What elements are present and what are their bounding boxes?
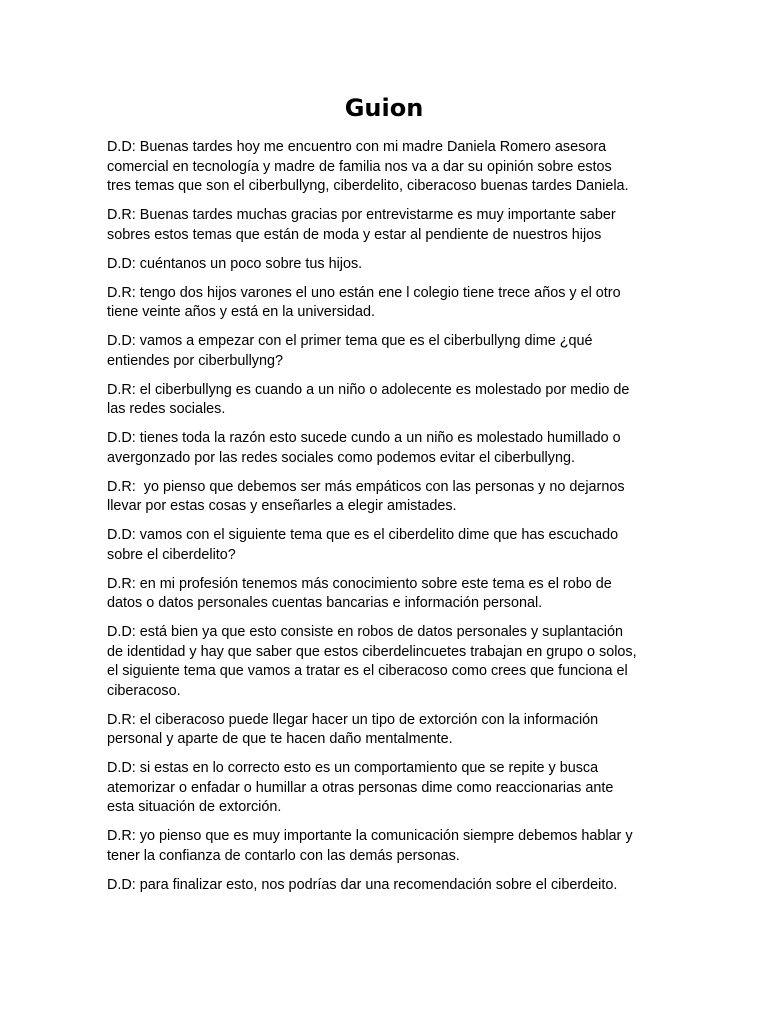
document-title: Guion (344, 94, 424, 122)
dialogue-paragraph (107, 876, 667, 896)
dialogue-paragraph (107, 284, 667, 323)
dialogue-line: personal y aparte de que te hacen daño mentalmente. (107, 731, 453, 747)
dialogue-line: D.R: Buenas tardes muchas gracias por entrevistarme es muy importante saber (107, 207, 616, 223)
dialogue-line: ciberacoso. (107, 682, 181, 699)
dialogue-line: D.R: el ciberacoso puede llegar hacer un tipo de extorción con la información (107, 711, 599, 728)
dialogue-line: sobres estos temas que están de moda y estar al pendiente de nuestros hijos (107, 226, 602, 243)
dialogue-line: datos o datos personales cuentas bancarias e información personal. (107, 595, 543, 611)
dialogue-paragraph (107, 332, 667, 371)
dialogue-line: D.D: vamos a empezar con el primer tema que es el ciberbullyng dime ¿qué (107, 333, 593, 349)
dialogue-line: atemorizar o enfadar o humillar a otras personas dime como reaccionarias ante (107, 779, 614, 796)
dialogue-line: esta situación de extorción. (107, 799, 282, 815)
dialogue-line: D.R: tengo dos hijos varones el uno están ene l colegio tiene trece años y el otro (107, 284, 621, 301)
dialogue-line: D.R: el ciberbullyng es cuando a un niño o adolecente es molestado por medio de (107, 381, 630, 398)
dialogue-paragraph (107, 575, 667, 614)
dialogue-line: D.R: yo pienso que debemos ser más empáticos con las personas y no dejarnos (107, 478, 625, 495)
document-body (107, 138, 667, 905)
dialogue-line: avergonzado por las redes sociales como podemos evitar el ciberbullyng. (107, 449, 575, 466)
dialogue-line: sobre el ciberdelito? (107, 546, 236, 563)
dialogue-line: D.D: está bien ya que esto consiste en robos de datos personales y suplantación (107, 624, 623, 640)
dialogue-paragraph (107, 206, 667, 245)
dialogue-line: tener la confianza de contarlo con las demás personas. (107, 847, 460, 864)
dialogue-line: comercial en tecnología y madre de familia nos va a dar su opinión sobre estos (107, 158, 612, 175)
dialogue-paragraph (107, 429, 667, 468)
dialogue-paragraph (107, 478, 667, 517)
dialogue-line: D.R: yo pienso que es muy importante la comunicación siempre debemos hablar y (107, 828, 633, 844)
dialogue-paragraph (107, 526, 667, 565)
dialogue-line: D.D: para finalizar esto, nos podrías dar una recomendación sobre el ciberdeito. (107, 876, 618, 893)
dialogue-paragraph (107, 381, 667, 420)
dialogue-line: D.D: tienes toda la razón esto sucede cundo a un niño es molestado humillado o (107, 430, 621, 446)
dialogue-paragraph (107, 255, 667, 275)
dialogue-paragraph (107, 827, 667, 866)
dialogue-line: de identidad y hay que saber que estos ciberdelincuetes trabajan en grupo o solos, (107, 643, 637, 660)
dialogue-paragraph (107, 623, 667, 701)
dialogue-paragraph (107, 711, 667, 750)
dialogue-line: llevar por estas cosas y enseñarles a elegir amistades. (107, 498, 457, 514)
dialogue-line: el siguiente tema que vamos a tratar es el ciberacoso como crees que funciona el (107, 663, 628, 679)
dialogue-line: D.D: Buenas tardes hoy me encuentro con mi madre Daniela Romero asesora (107, 139, 607, 155)
dialogue-line: D.D: si estas en lo correcto esto es un comportamiento que se repite y busca (107, 760, 599, 776)
dialogue-line: D.R: en mi profesión tenemos más conocimiento sobre este tema es el robo de (107, 575, 612, 592)
dialogue-paragraph (107, 138, 667, 197)
dialogue-paragraph (107, 759, 667, 818)
dialogue-line: tiene veinte años y está en la universidad. (107, 304, 375, 320)
dialogue-line: D.D: cuéntanos un poco sobre tus hijos. (107, 255, 363, 272)
dialogue-line: entiendes por ciberbullyng? (107, 352, 284, 369)
dialogue-line: tres temas que son el ciberbullyng, ciberdelito, ciberacoso buenas tardes Daniela. (107, 178, 629, 194)
dialogue-line: las redes sociales. (107, 401, 226, 417)
dialogue-line: D.D: vamos con el siguiente tema que es el ciberdelito dime que has escuchado (107, 527, 619, 543)
